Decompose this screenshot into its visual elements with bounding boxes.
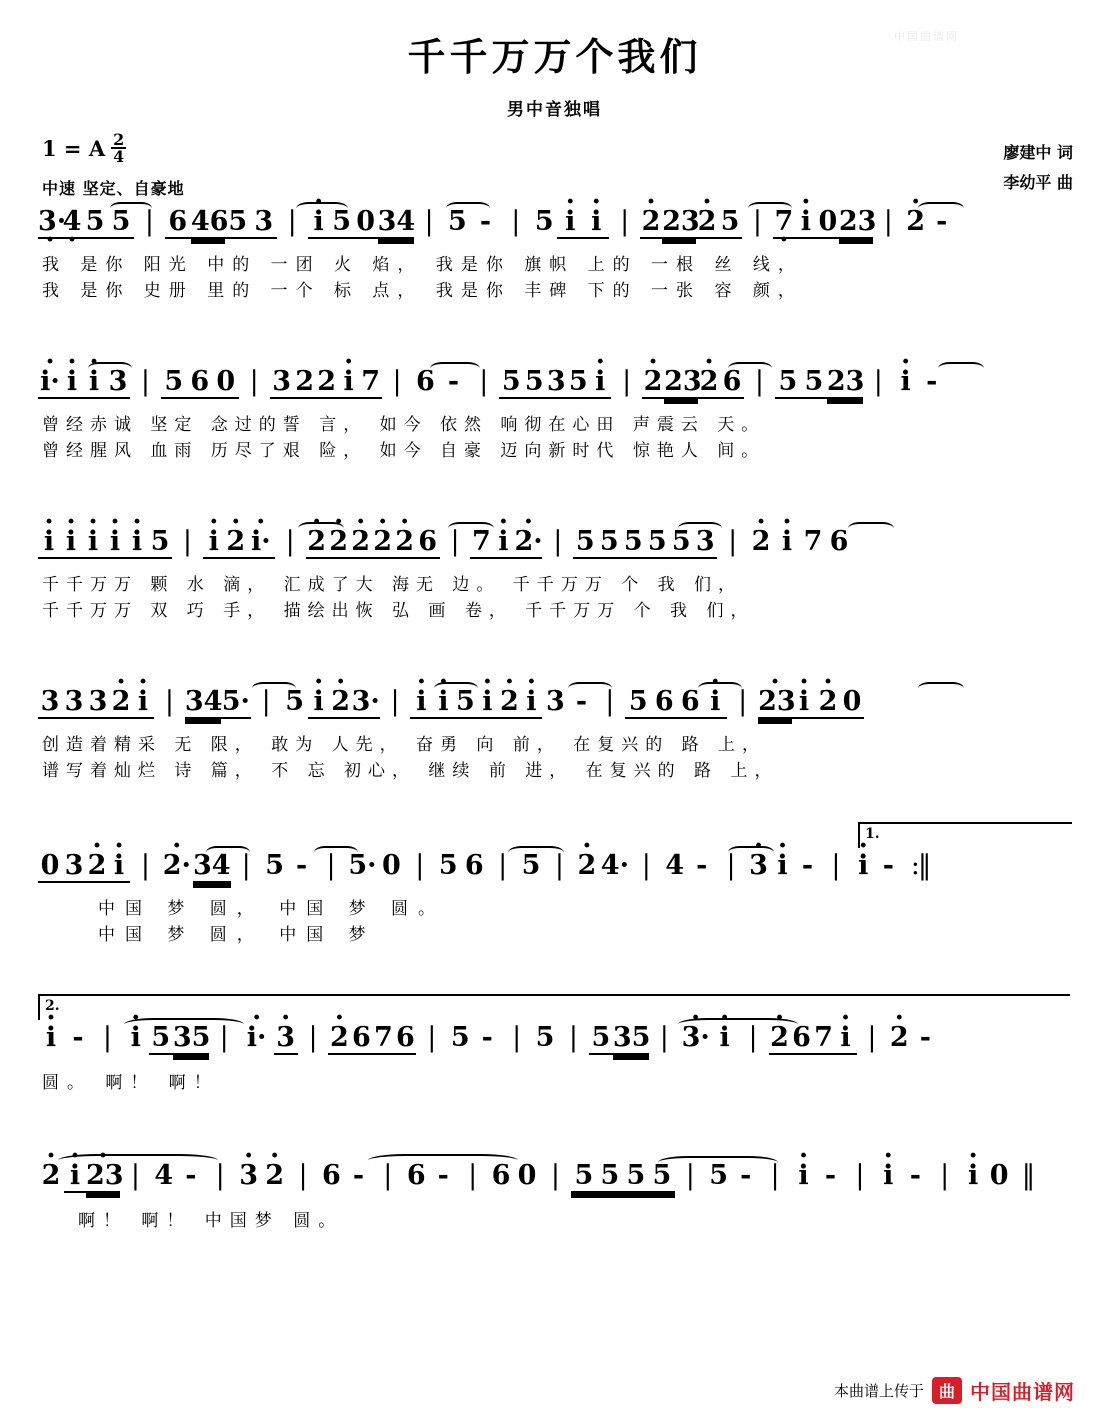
system-4-lyrics-verse1: 创造着精采 无 限， 敢为 人先， 奋勇 向 前， 在复兴的 路 上，	[42, 735, 767, 755]
system-4-lyrics-verse2: 谱写着灿烂 诗 篇， 不 忘 初心， 继续 前 进， 在复兴的 路 上，	[42, 761, 779, 781]
system-5-lyrics-verse2: 中国 梦 圆， 中国 梦	[98, 925, 376, 945]
system-6	[38, 998, 1071, 1098]
site-logo-icon: 曲	[932, 1377, 962, 1404]
second-ending-label: 2.	[45, 998, 60, 1014]
top-watermark: 中国曲谱网	[894, 31, 959, 43]
sheet-music-page	[0, 26, 1109, 1423]
page-title: 千千万万个我们	[407, 34, 702, 79]
composer: 李幼平 曲	[1003, 173, 1073, 193]
key-label: 1 = A	[42, 135, 106, 161]
lyricist: 廖建中 词	[1003, 143, 1073, 162]
system-2-notes: · i· · i · i 3 | 5 6 0 | 3 2 2 · i 7 | 6 - | 5 5 3 5 · i | · 223· 2 6 | 5 5 23 | · i -	[38, 360, 1071, 402]
meter-denominator: 4	[113, 147, 125, 167]
system-5	[38, 826, 1071, 950]
page-subtitle: 男中音独唱	[507, 100, 602, 120]
system-2	[38, 360, 1071, 466]
system-1-notes: 3· ·4 · 5 5 | 6 465 3 | · i 5 034 | 5 - | 5 · i · i | · 223· 2 5 | 7 · · i 023 | · 2 -	[38, 200, 1071, 242]
time-signature	[111, 130, 126, 167]
system-4-notes: 3 3 3 · 2 · i | 345· | 5 · i · 23· | · i · i 5 · i · 2 · i 3 - | 5 6 6 · i | · 23 · i · 2 0	[38, 680, 1071, 722]
tempo-marking: 中速 坚定、自豪地	[42, 179, 185, 198]
footer-text: 本曲谱上传于	[833, 1382, 924, 1400]
system-6-lyrics: 圆。 啊！ 啊！	[42, 1073, 219, 1093]
system-2-lyrics-verse2: 曾经腥风 血雨 历尽了艰 险， 如今 自豪 迈向新时代 惊艳人 间。	[42, 441, 766, 461]
system-5-notes: 0 3 · 2 · i | · 2·34 | 5 - | 5· 0 | 5 6 | 5 | · 2 4· | 4 - | · 3 · i - | · i - :‖	[38, 844, 1071, 886]
system-7	[38, 1154, 1071, 1236]
system-3-notes: · i · i · i · i · i 5 | · i · 2 · i· | · 2 · 2 · 2 · 2 · 2 6 | 7 · i · 2· | 5 5 5 5 5 3 | · 2 · i 7 6	[38, 520, 1071, 562]
system-3-lyrics-verse1: 千千万万 颗 水 滴， 汇成了大 海无 边。 千千万万 个 我 们，	[42, 575, 743, 595]
system-7-lyrics: 啊！ 啊！ 中国梦 圆。	[78, 1211, 344, 1231]
system-6-notes: · i - | · i 535 | · i· · 3 | · 2 6 7 6 | 5 - | 5 | 535 | · 3· · i | · 2 6 7 · i | · 2 -	[38, 1016, 1071, 1058]
system-7-notes: · 2 · i · 23 | 4 - | · 3 · 2 | 6 - | 6 - | 6 0 | 5 5 5 5 | 5 - | · i - | · i - | · i 0 ‖	[38, 1154, 1071, 1196]
key-signature	[42, 130, 126, 167]
meter-numerator: 2	[113, 130, 125, 149]
system-4	[38, 680, 1071, 786]
system-3-lyrics-verse2: 千千万万 双 巧 手， 描绘出恢 弘 画 卷， 千千万万 个 我 们，	[42, 601, 755, 621]
site-name: 中国曲谱网	[970, 1380, 1075, 1404]
system-1	[38, 200, 1071, 306]
system-1-lyrics-verse2: 我 是你 史册 里的 一个 标 点， 我是你 丰碑 下的 一张 容 颜，	[42, 281, 803, 301]
first-ending-label: 1.	[865, 826, 880, 842]
credits	[1003, 138, 1073, 199]
system-2-lyrics-verse1: 曾经赤诚 坚定 念过的誓 言， 如今 依然 响彻在心田 声震云 天。	[42, 415, 766, 435]
system-5-lyrics-verse1: 中国 梦 圆， 中国 梦 圆。	[98, 899, 446, 919]
system-1-lyrics-verse1: 我 是你 阳光 中的 一团 火 焰， 我是你 旗帜 上的 一根 丝 线，	[42, 255, 803, 275]
system-3	[38, 520, 1071, 626]
footer	[834, 1376, 1075, 1405]
